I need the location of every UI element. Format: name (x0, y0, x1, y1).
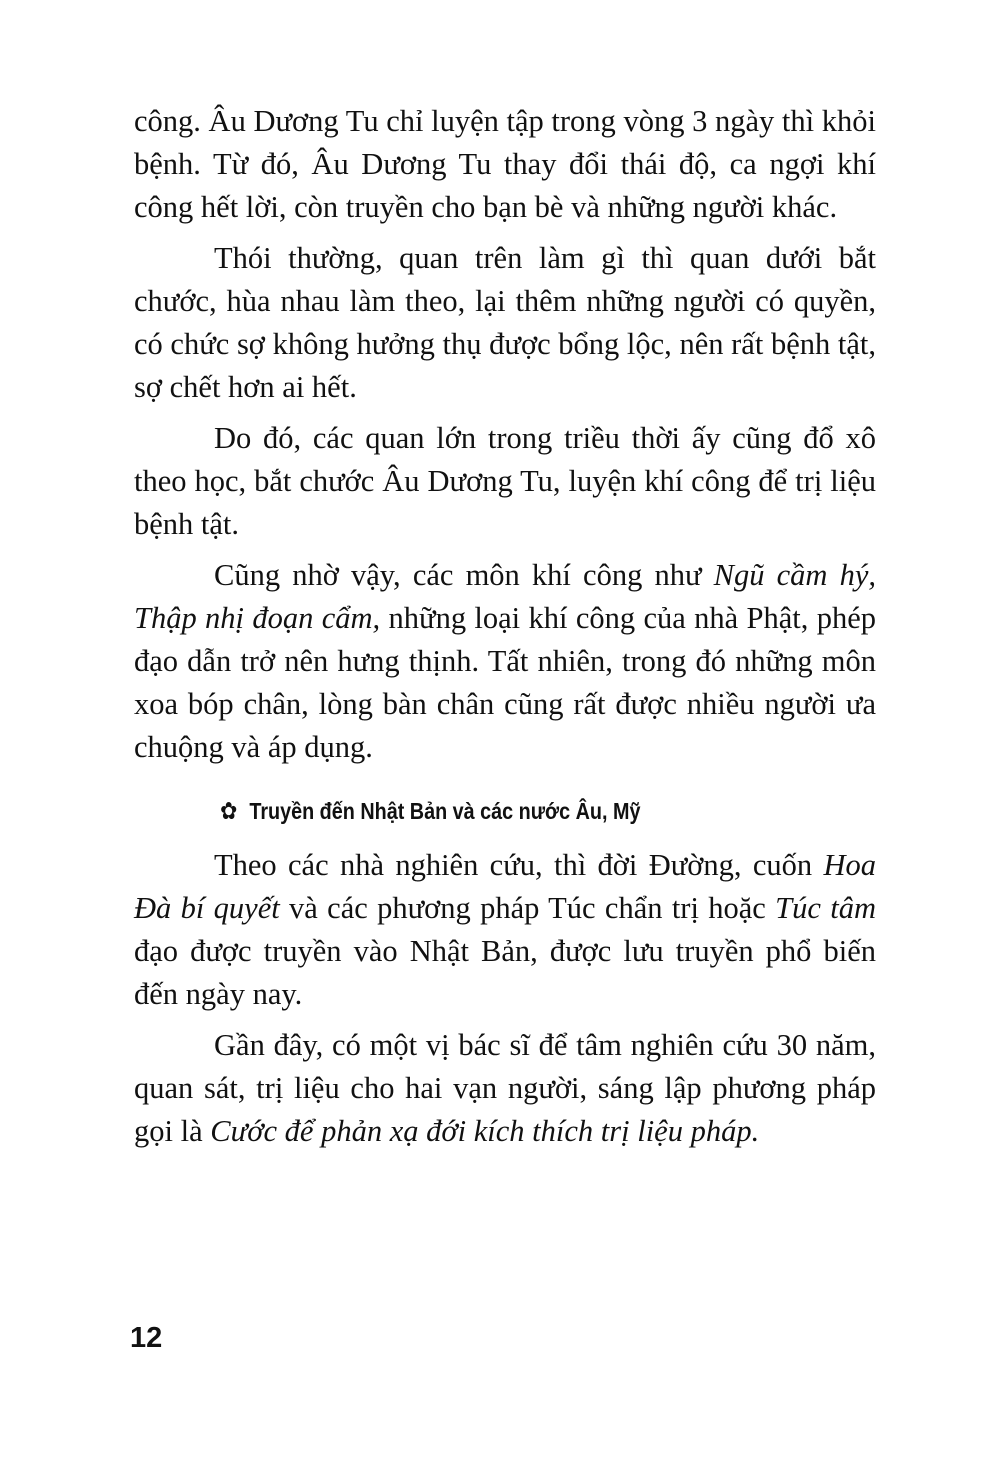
paragraph-2-text: Thói thường, quan trên làm gì thì quan dưới bắt chước, hùa nhau làm theo, lại thêm những người có quyền, có chức sợ không hưởng thụ được bổng lộc, nên rất bệnh tật, sợ chết hơn ai hết. (134, 241, 876, 404)
paragraph-5 (134, 844, 876, 1016)
flower-icon: ✿ (220, 798, 238, 825)
paragraph-4 (134, 554, 876, 769)
paragraph-6 (134, 1024, 876, 1153)
paragraph-5-italic-method: Túc tâm (775, 891, 877, 925)
paragraph-6-text-a: Gần đây, có một vị bác sĩ để tâm nghiên cứu 30 năm, quan sát, trị liệu cho hai vạn người, sáng lập phương pháp gọi là (134, 1028, 876, 1148)
paragraph-4-text-a: Cũng nhờ vậy, các môn khí công như (214, 558, 714, 592)
paragraph-5-text-b: và các phương pháp Túc chẩn trị hoặc (279, 891, 776, 925)
section-heading-text: Truyền đến Nhật Bản và các nước Âu, Mỹ (249, 798, 641, 824)
paragraph-3-text: Do đó, các quan lớn trong triều thời ấy cũng đổ xô theo học, bắt chước Âu Dương Tu, luyện khí công để trị liệu bệnh tật. (134, 421, 876, 541)
page-content (134, 100, 876, 1161)
paragraph-6-italic-method: Cước để phản xạ đới kích thích trị liệu pháp. (210, 1114, 760, 1148)
paragraph-1 (134, 100, 876, 229)
paragraph-3 (134, 417, 876, 546)
page-number: 12 (130, 1322, 163, 1354)
paragraph-5-text-c: đạo được truyền vào Nhật Bản, được lưu truyền phổ biến đến ngày nay. (134, 934, 876, 1011)
paragraph-4-text-b: những loại khí công của nhà Phật, phép đạo dẫn trở nên hưng thịnh. Tất nhiên, trong đó những môn xoa bóp chân, lòng bàn chân cũng rất được nhiều người ưa chuộng và áp dụng. (134, 601, 877, 764)
section-heading (220, 791, 784, 832)
paragraph-5-italic-book: Hoa Đà bí quyết (134, 848, 876, 925)
paragraph-4-italic-title: Ngũ cầm hý, Thập nhị đoạn cẩm, (134, 558, 876, 635)
paragraph-5-text-a: Theo các nhà nghiên cứu, thì đời Đường, cuốn (214, 848, 824, 882)
paragraph-2 (134, 237, 876, 409)
paragraph-1-text: công. Âu Dương Tu chỉ luyện tập trong vòng 3 ngày thì khỏi bệnh. Từ đó, Âu Dương Tu thay đổi thái độ, ca ngợi khí công hết lời, còn truyền cho bạn bè và những người khác. (134, 104, 876, 224)
